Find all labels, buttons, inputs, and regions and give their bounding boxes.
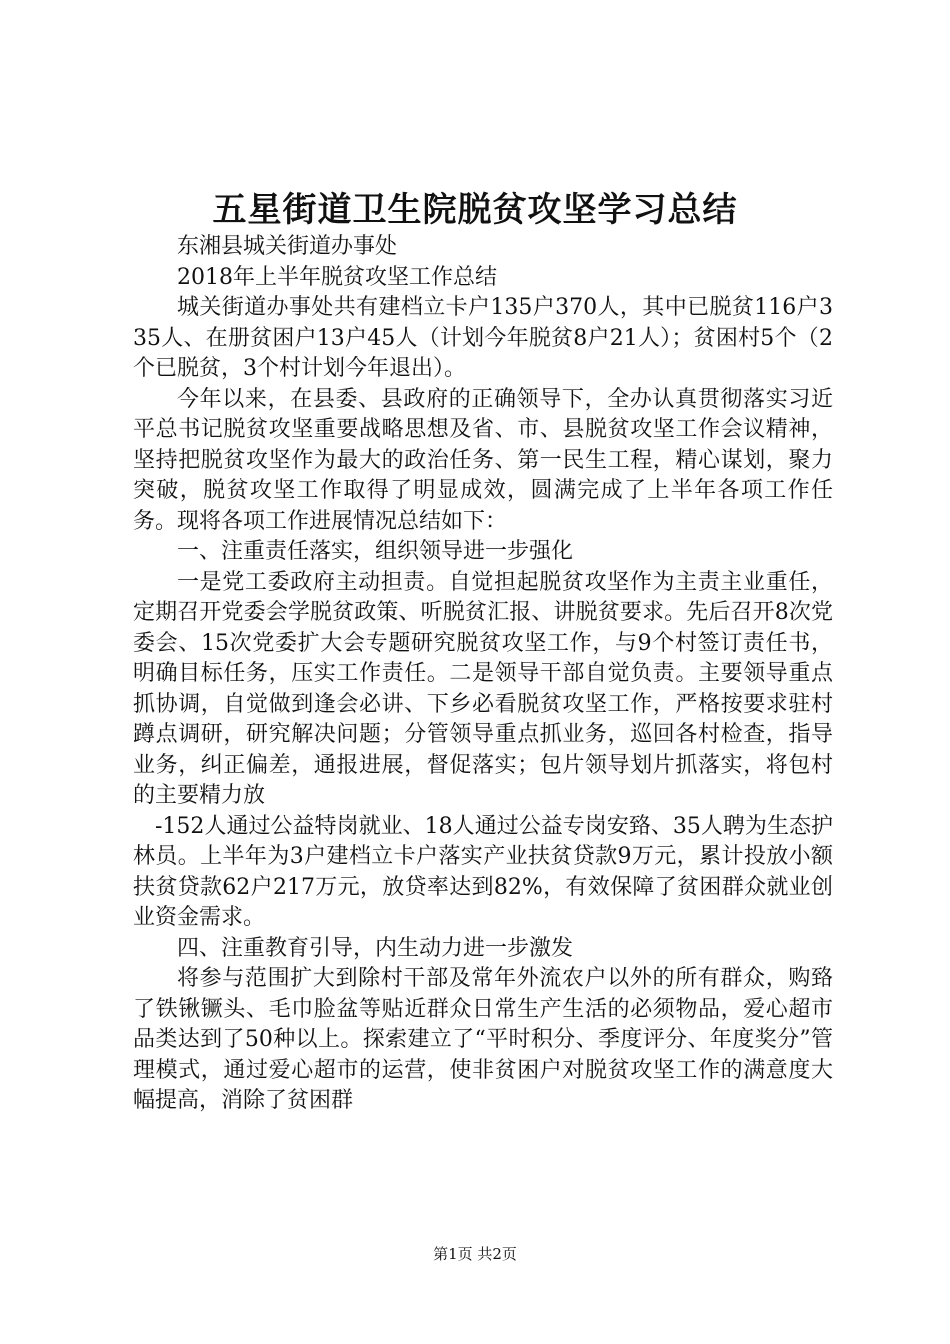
page-number: 第1页 共2页 [433, 1245, 517, 1263]
section-heading-4: 四、注重教育引导，内生动力进一步激发 [177, 935, 574, 961]
section-heading-1: 一、注重责任落实，组织领导进一步强化 [177, 539, 574, 564]
paragraph-education: 将参与范围扩大到除村干部及常年外流农户以外的所有群众，购臵了铁锹镢头、毛巾脸盆等贴近群众日常生产生活的必须物品，爱心超市品类达到了50种以上。探索建立了“平时积分、季度评分、年度奖分”管理模式，通过爱心超市的运营，使非贫困户对脱贫攻坚工作的满意度大幅提高，消除了贫困群 [133, 966, 833, 1113]
issuer-line: 东湘县城关街道办事处 [177, 234, 398, 259]
paragraph-intro: 今年以来，在县委、县政府的正确领导下，全办认真贯彻落实习近平总书记脱贫攻坚重要战略思想及省、市、县脱贫攻坚工作会议精神，坚持把脱贫攻坚作为最大的政治任务、第一民生工程，精心谋划，聚力突破，脱贫攻坚工作取得了明显成效，圆满完成了上半年各项工作任务。现将各项工作进展情况总结如下： [133, 386, 833, 534]
document-title: 五星街道卫生院脱贫攻坚学习总结 [212, 190, 738, 230]
report-subtitle: 2018年上半年脱贫攻坚工作总结 [177, 264, 497, 290]
paragraph-responsibility: 一是党工委政府主动担责。自觉担起脱贫攻坚作为主责主业重任，定期召开党委会学脱贫政策、听脱贫汇报、讲脱贫要求。先后召开8次党委会、15次党委扩大会专题研究脱贫攻坚工作，与9个村签订责任书，明确目标任务，压实工作责任。二是领导干部自觉负责。主要领导重点抓协调，自觉做到逢会必讲、下乡必看脱贫攻坚工作，严格按要求驻村蹲点调研，研究解决问题；分管领导重点抓业务，巡回各村检查，指导业务，纠正偏差，通报进展，督促落实；包片领导划片抓落实，将包村的主要精力放 [133, 569, 833, 808]
paragraph-employment: -152人通过公益特岗就业、18人通过公益专岗安臵、35人聘为生态护林员。上半年为3户建档立卡户落实产业扶贫贷款9万元，累计投放小额扶贫贷款62户217万元，放贷率达到82%，有效保障了贫困群众就业创业资金需求。 [133, 813, 833, 930]
document-body [133, 232, 833, 1117]
paragraph-overview: 城关街道办事处共有建档立卡户135户370人，其中已脱贫116户335人、在册贫困户13户45人（计划今年脱贫8户21人）；贫困村5个（2个已脱贫，3个村计划今年退出）。 [133, 295, 833, 381]
